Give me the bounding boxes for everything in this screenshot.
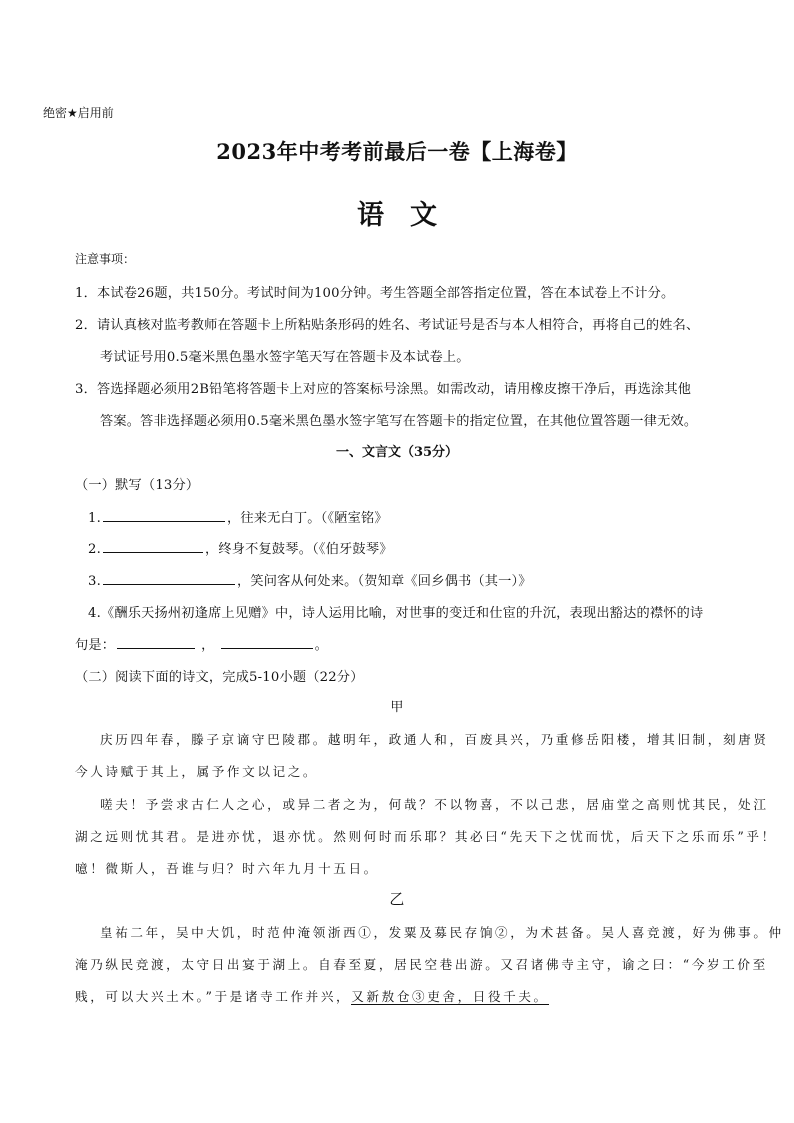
question-3-number: 3. bbox=[88, 574, 101, 589]
subject-title: 语文 bbox=[357, 200, 463, 231]
note-item-3: 3．答选择题必须用2B铅笔将答题卡上对应的答案标号涂黑。如需改动，请用橡皮擦干净后，再选涂其他 bbox=[75, 382, 692, 397]
note-item-2-cont: 考试证号用0.5毫米黑色墨水签字笔天写在答题卡及本试卷上。 bbox=[100, 350, 470, 365]
passage-yi-line-3 bbox=[75, 986, 549, 1005]
answer-blank-4b[interactable] bbox=[221, 636, 313, 649]
passage-jia-line-1: 庆历四年春，滕子京谪守巴陵郡。越明年，政通人和，百废具兴，乃重修岳阳楼，增其旧制，刻唐贤 bbox=[100, 732, 769, 747]
question-4-prefix: 句是： bbox=[75, 638, 116, 653]
part2-title: （二）阅读下面的诗文，完成5-10小题（22分） bbox=[75, 670, 364, 685]
question-2 bbox=[88, 538, 393, 557]
passage-yi-underlined: 又新敖仓③吏舍，日役千夫。 bbox=[351, 989, 549, 1004]
answer-blank-3[interactable] bbox=[103, 572, 235, 585]
section-title: 一、文言文（35分） bbox=[335, 445, 459, 460]
secret-mark: 绝密★启用前 bbox=[43, 106, 114, 120]
question-4-comma: ， bbox=[201, 638, 215, 653]
note-item-2: 2．请认真核对监考教师在答题卡上所粘贴条形码的姓名、考试证号是否与本人相符合，再将自己的姓名、 bbox=[75, 318, 700, 333]
question-2-text: ，终身不复鼓琴。（《伯牙鼓琴》 bbox=[204, 542, 393, 557]
note-item-1: 1．本试卷26题，共150分。考试时间为100分钟。考生答题全部答指定位置，答在本试卷上不计分。 bbox=[75, 286, 675, 301]
question-4-line2 bbox=[75, 634, 328, 653]
part1-title: （一）默写（13分） bbox=[75, 478, 200, 493]
question-2-number: 2. bbox=[88, 542, 101, 557]
question-3-text: ，笑问客从何处来。（贺知章《回乡偶书（其一）》 bbox=[236, 574, 532, 589]
passage-jia-label: 甲 bbox=[390, 700, 404, 715]
question-1 bbox=[88, 507, 388, 526]
note-item-3-cont: 答案。答非选择题必须用0.5毫米黑色墨水签字笔写在答题卡的指定位置，在其他位置答题一律无效。 bbox=[100, 414, 698, 429]
exam-title: 2023年中考考前最后一卷【上海卷】 bbox=[216, 139, 578, 164]
passage-yi-line-3-text: 贱，可以大兴土木。”于是诸寺工作并兴， bbox=[75, 989, 352, 1004]
question-1-text: ，往来无白丁。（《陋室铭》 bbox=[226, 511, 388, 526]
answer-blank-4a[interactable] bbox=[117, 636, 195, 649]
notes-heading: 注意事项： bbox=[75, 252, 136, 266]
passage-yi-line-1: 皇祐二年，吴中大饥，时范仲淹领浙西①，发粟及募民存饷②，为术甚备。吴人喜竞渡，好为佛事。仲 bbox=[100, 925, 784, 940]
answer-blank-2[interactable] bbox=[103, 540, 203, 553]
question-3 bbox=[88, 570, 532, 589]
passage-jia-line-4: 湖之远则忧其君。是进亦忧，退亦忧。然则何时而乐耶？其必曰“先天下之忧而忧，后天下之乐而乐”乎！ bbox=[75, 829, 777, 844]
passage-yi-label: 乙 bbox=[389, 890, 405, 908]
passage-jia-line-2: 今人诗赋于其上，属予作文以记之。 bbox=[75, 764, 319, 779]
answer-blank-1[interactable] bbox=[103, 509, 225, 522]
question-4-end: 。 bbox=[314, 638, 328, 653]
passage-jia-line-5: 噫！微斯人，吾谁与归？时六年九月十五日。 bbox=[75, 861, 379, 876]
question-4-line1: 4.《酬乐天扬州初逢席上见赠》中，诗人运用比喻，对世事的变迁和仕宦的升沉，表现出豁达的襟怀的诗 bbox=[88, 606, 704, 621]
question-1-number: 1. bbox=[88, 511, 101, 526]
passage-yi-line-2: 淹乃纵民竞渡，太守日出宴于湖上。自春至夏，居民空巷出游。又召诸佛寺主守，谕之曰：“今岁工价至 bbox=[75, 957, 768, 972]
passage-jia-line-3: 嗟夫！予尝求古仁人之心，或异二者之为，何哉？不以物喜，不以己悲，居庙堂之高则忧其民，处江 bbox=[100, 797, 769, 812]
